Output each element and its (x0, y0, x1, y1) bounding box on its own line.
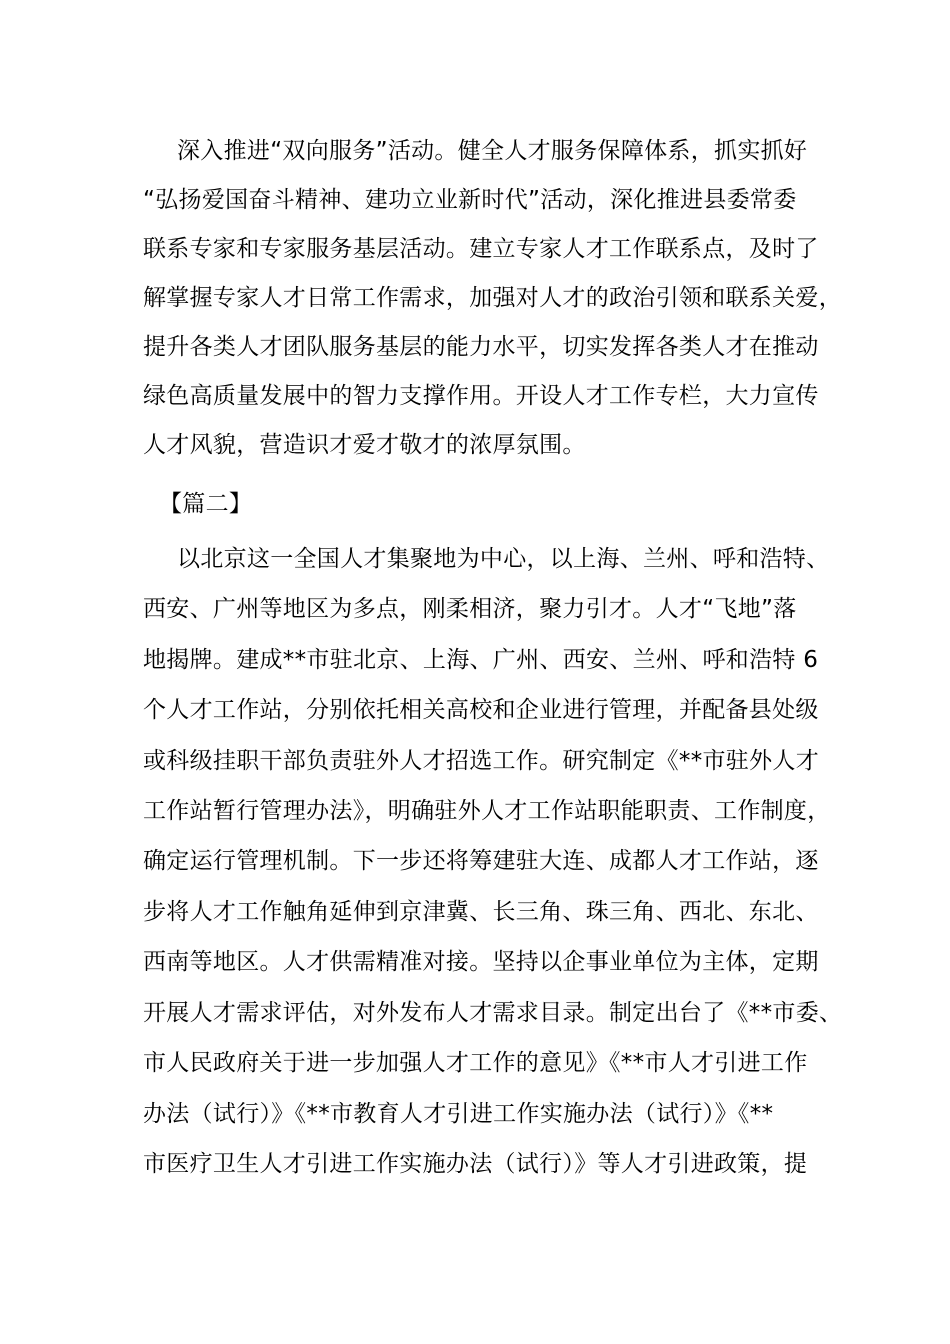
paragraph-2-line-2: 西安、广州等地区为多点，刚柔相济，聚力引才。人才“飞地”落 (143, 596, 797, 622)
paragraph-1-line-3: 联系专家和专家服务基层活动。建立专家人才工作联系点，及时了 (143, 236, 819, 262)
paragraph-2-line-13: 市医疗卫生人才引进工作实施办法（试行）》等人才引进政策，提 (143, 1151, 808, 1177)
paragraph-1-line-7: 人才风貌，营造识才爱才敬才的浓厚氛围。 (143, 432, 586, 458)
paragraph-1-line-2: “弘扬爱国奋斗精神、建功立业新时代”活动，深化推进县委常委 (143, 187, 797, 213)
paragraph-2-line-3: 地揭牌。建成**市驻北京、上海、广州、西安、兰州、呼和浩特 6 (143, 647, 819, 673)
paragraph-2-line-9: 西南等地区。人才供需精准对接。坚持以企事业单位为主体，定期 (143, 949, 819, 975)
paragraph-2-line-12: 办法（试行）》《**市教育人才引进工作实施办法（试行）》《** (143, 1101, 774, 1127)
paragraph-1-line-5: 提升各类人才团队服务基层的能力水平，切实发挥各类人才在推动 (143, 334, 819, 360)
paragraph-1-line-1: 深入推进“双向服务”活动。健全人才服务保障体系，抓实抓好 (177, 138, 808, 164)
section-heading: 【篇二】 (159, 491, 253, 517)
paragraph-2-line-11: 市人民政府关于进一步加强人才工作的意见》《**市人才引进工作 (143, 1050, 808, 1076)
paragraph-2-line-1: 以北京这一全国人才集聚地为中心，以上海、兰州、呼和浩特、 (177, 546, 830, 572)
paragraph-2-line-8: 步将人才工作触角延伸到京津冀、长三角、珠三角、西北、东北、 (143, 899, 819, 925)
paragraph-2-line-7: 确定运行管理机制。下一步还将筹建驻大连、成都人才工作站，逐 (143, 848, 819, 874)
paragraph-2-line-5: 或科级挂职干部负责驻外人才招选工作。研究制定《**市驻外人才 (143, 748, 819, 774)
paragraph-2-line-10: 开展人才需求评估，对外发布人才需求目录。制定出台了《**市委、 (143, 1000, 843, 1026)
paragraph-1-line-6: 绿色高质量发展中的智力支撑作用。开设人才工作专栏，大力宣传 (143, 383, 819, 409)
paragraph-1-line-4: 解掌握专家人才日常工作需求，加强对人才的政治引领和联系关爱， (143, 285, 842, 311)
paragraph-2-line-6: 工作站暂行管理办法》，明确驻外人才工作站职能职责、工作制度， (143, 798, 831, 824)
paragraph-2-line-4: 个人才工作站，分别依托相关高校和企业进行管理，并配备县处级 (143, 697, 819, 723)
